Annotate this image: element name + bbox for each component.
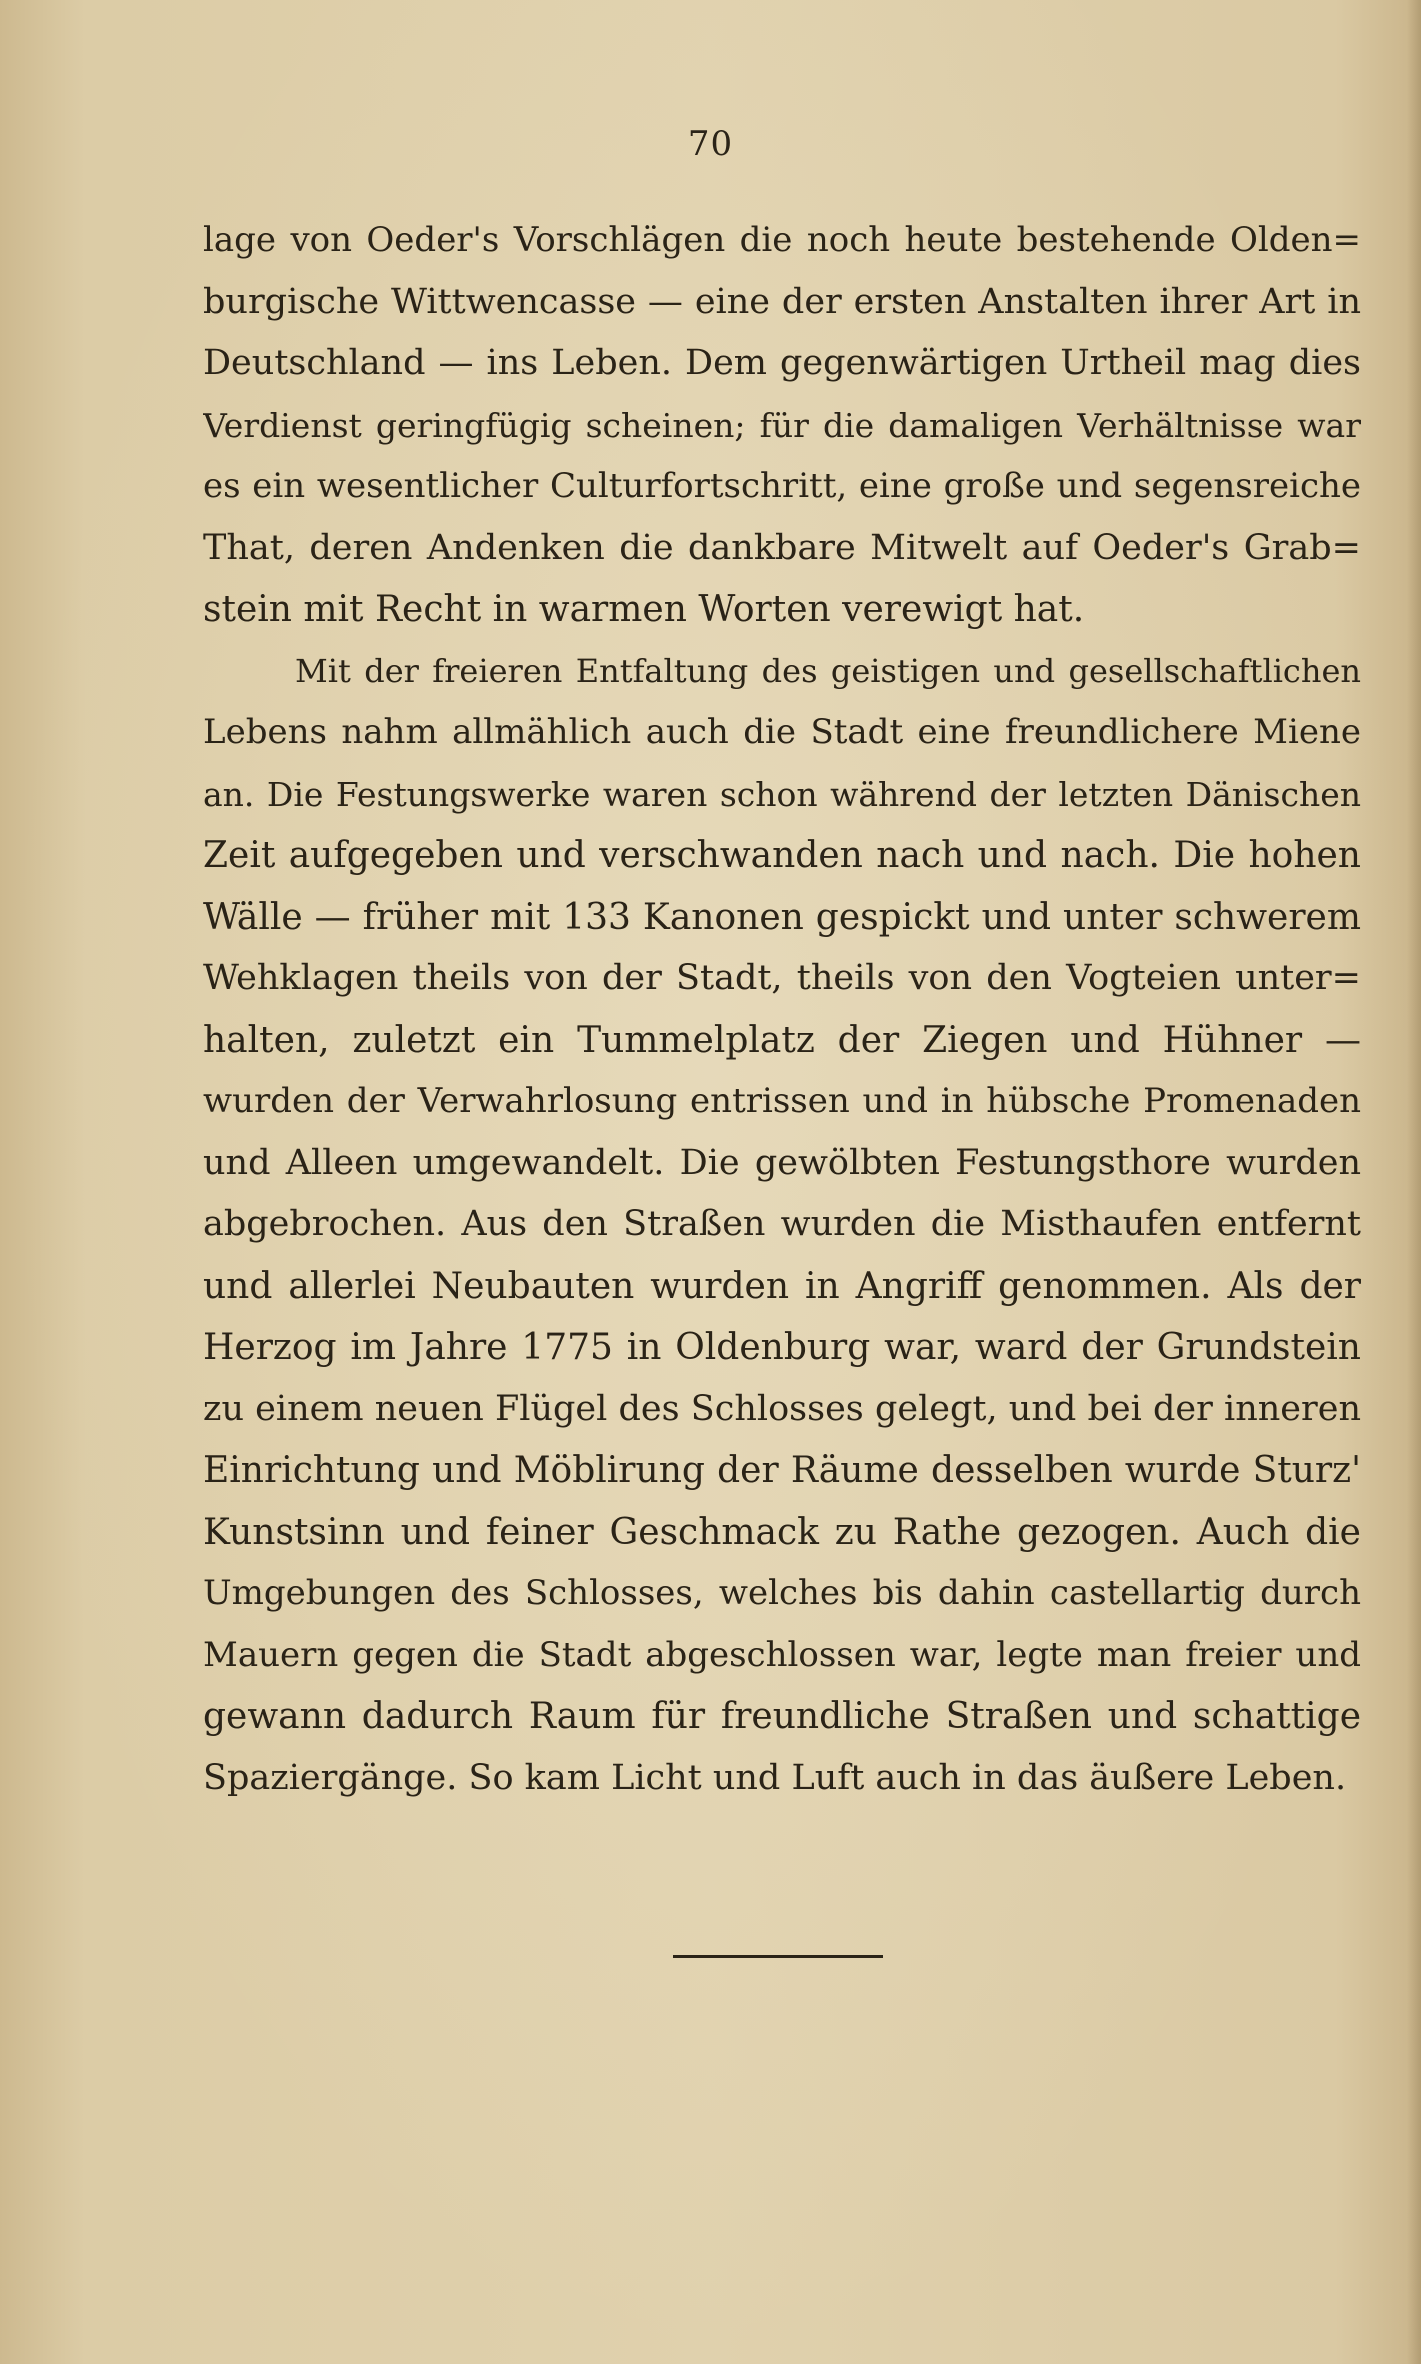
text-line: Deutschland — ins Leben. Dem gegenwärtigen Urtheil mag dies — [203, 343, 1361, 383]
text-line: es ein wesentlicher Culturfortschritt, eine große und segensreiche — [203, 466, 1361, 506]
text-line: und allerlei Neubauten wurden in Angriff genommen. Als der — [203, 1265, 1361, 1307]
text-line: That, deren Andenken die dankbare Mitwelt auf Oeder's Grab= — [203, 527, 1361, 568]
text-line: an. Die Festungswerke waren schon während der letzten Dänischen — [203, 774, 1361, 814]
text-line: Lebens nahm allmählich auch die Stadt eine freundlichere Miene — [203, 712, 1361, 752]
section-end-rule — [673, 1955, 883, 1958]
text-line: Wälle — früher mit 133 Kanonen gespickt und unter schwerem — [203, 896, 1361, 938]
text-line-paragraph-start: Mit der freieren Entfaltung des geistigen und gesellschaftlichen — [295, 651, 1361, 690]
text-line: Verdienst geringfügig scheinen; für die damaligen Verhältnisse war — [203, 405, 1361, 445]
text-line: Wehklagen theils von der Stadt, theils von den Vogteien unter= — [203, 958, 1361, 998]
text-line: gewann dadurch Raum für freundliche Straßen und schattige — [203, 1696, 1361, 1737]
text-line: Herzog im Jahre 1775 in Oldenburg war, ward der Grundstein — [203, 1327, 1361, 1368]
text-line: wurden der Verwahrlosung entrissen und in hübsche Promenaden — [203, 1081, 1361, 1121]
text-line: lage von Oeder's Vorschlägen die noch heute bestehende Olden= — [203, 220, 1361, 260]
text-line: Zeit aufgegeben und verschwanden nach und nach. Die hohen — [203, 835, 1361, 876]
text-line: halten, zuletzt ein Tummelplatz der Ziegen und Hühner — — [203, 1019, 1361, 1061]
text-line: Kunstsinn und feiner Geschmack zu Rathe gezogen. Auch die — [203, 1511, 1361, 1553]
text-line: Mauern gegen die Stadt abgeschlossen war, legte man freier und — [203, 1634, 1361, 1675]
text-line-paragraph-end: stein mit Recht in warmen Worten verewigt hat. — [203, 589, 1085, 630]
text-line: burgische Wittwencasse — eine der ersten Anstalten ihrer Art in — [203, 281, 1361, 322]
text-line: Einrichtung und Möblirung der Räume desselben wurde Sturz' — [203, 1450, 1361, 1491]
text-line-paragraph-end: Spaziergänge. So kam Licht und Luft auch in das äußere Leben. — [203, 1757, 1347, 1798]
body-text — [203, 210, 1361, 1809]
page-edge-shadow — [1407, 0, 1421, 2364]
text-line: Umgebungen des Schlosses, welches bis dahin castellartig durch — [203, 1573, 1361, 1613]
text-line: und Alleen umgewandelt. Die gewölbten Festungsthore wurden — [203, 1142, 1361, 1183]
text-line: abgebrochen. Aus den Straßen wurden die Misthaufen entfernt — [203, 1204, 1361, 1244]
page-number: 70 — [687, 124, 734, 164]
text-line: zu einem neuen Flügel des Schlosses gelegt, und bei der inneren — [203, 1388, 1361, 1429]
